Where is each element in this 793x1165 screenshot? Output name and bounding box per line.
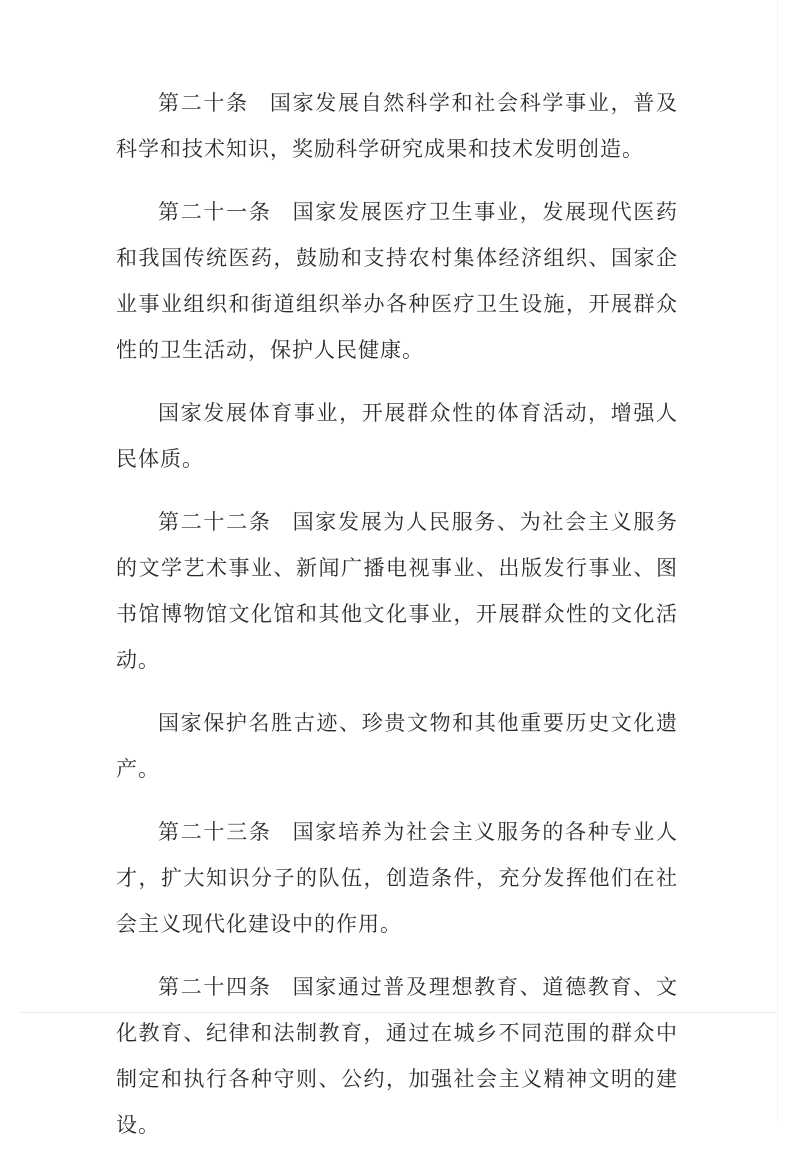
article-number: 第二十条 (158, 91, 249, 115)
paragraph-article-22 (116, 499, 678, 683)
article-text: 国家通过普及理想教育、道德教育、文化教育、纪律和法制教育，通过在城乡不同范围的群众中制定和执行各种守则、公约，加强社会主义精神文明的建设。 (116, 975, 679, 1137)
article-text: 国家发展自然科学和社会科学事业，普及科学和技术知识，奖励科学研究成果和技术发明创造。 (116, 91, 679, 161)
article-number: 第二十四条 (158, 975, 272, 999)
article-text: 国家培养为社会主义服务的各种专业人才，扩大知识分子的队伍，创造条件，充分发挥他们在社会主义现代化建设中的作用。 (116, 820, 679, 936)
article-text: 国家发展医疗卫生事业，发展现代医药和我国传统医药，鼓励和支持农村集体经济组织、国家企业事业组织和街道组织举办各种医疗卫生设施，开展群众性的卫生活动，保护人民健康。 (116, 200, 679, 362)
paragraph-article-21 (116, 189, 678, 373)
paragraph-article-24 (116, 964, 678, 1148)
scan-edge-line (20, 1012, 775, 1013)
paragraph-article-21-sports (116, 390, 678, 482)
document-body (116, 80, 678, 1165)
article-text: 国家发展体育事业，开展群众性的体育活动，增强人民体质。 (116, 401, 678, 471)
article-number: 第二十二条 (158, 510, 272, 534)
paragraph-article-23 (116, 809, 678, 947)
scan-edge-line (777, 0, 778, 1122)
paragraph-article-20 (116, 80, 678, 172)
article-text: 国家发展为人民服务、为社会主义服务的文学艺术事业、新闻广播电视事业、出版发行事业、图书馆博物馆文化馆和其他文化事业，开展群众性的文化活动。 (116, 510, 679, 672)
article-number: 第二十一条 (158, 200, 272, 224)
article-text: 国家保护名胜古迹、珍贵文物和其他重要历史文化遗产。 (116, 711, 678, 781)
article-number: 第二十三条 (158, 820, 272, 844)
paragraph-article-22-heritage (116, 700, 678, 792)
